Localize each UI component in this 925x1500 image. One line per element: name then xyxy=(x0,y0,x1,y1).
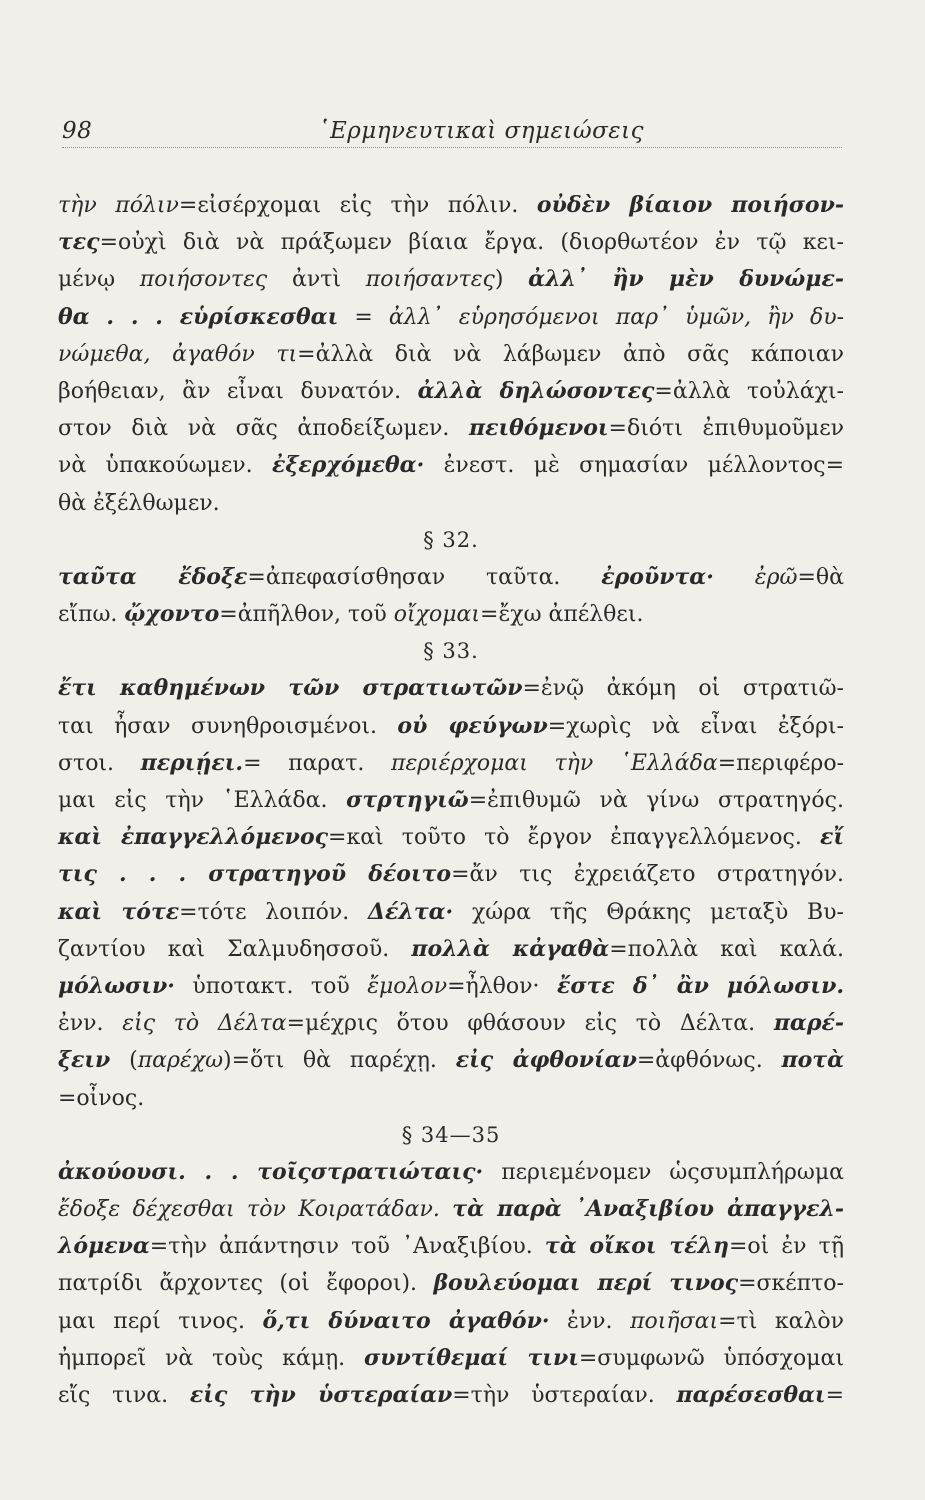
lemma-text: ξειν xyxy=(58,1047,111,1074)
lemma-text: ἀλλ᾽ ἢν μὲν δυνώμε- xyxy=(528,266,844,293)
gloss-text: = xyxy=(338,304,389,330)
gloss-text: στοι. xyxy=(58,750,141,776)
italic-text: ποιήσοντες xyxy=(139,267,268,293)
text-line xyxy=(58,336,844,373)
gloss-text: βοήθειαν, ἂν εἶναι δυνατόν. xyxy=(58,378,418,404)
text-line xyxy=(58,299,844,336)
lemma-text: ἐροῦντα· xyxy=(601,563,714,590)
gloss-text: =ἀπεφασίσθησαν ταῦτα. xyxy=(247,564,602,590)
lemma-text: εἰς ἀφθονίαν xyxy=(455,1047,637,1074)
gloss-text: =θὰ xyxy=(797,564,845,590)
gloss-text: =μέχρις ὅτου φθάσουν εἰς τὸ Δέλτα. xyxy=(286,1011,774,1037)
lemma-text: μόλωσιν· xyxy=(58,972,175,999)
gloss-text: =ἀλλὰ διὰ νὰ λάβωμεν ἀπὸ σᾶς κάποιαν xyxy=(297,341,844,367)
text-line xyxy=(58,968,844,1005)
gloss-text: νὰ ὑπακούωμεν. xyxy=(58,453,272,479)
gloss-text: πατρίδι ἄρχοντες (οἱ ἔφοροι). xyxy=(58,1271,434,1297)
gloss-text: =τότε λοιπόν. xyxy=(179,899,368,925)
gloss-text: θὰ ἐξέλθωμεν. xyxy=(58,490,220,516)
lemma-text: ἔστε δ᾽ ἂν μόλωσιν. xyxy=(557,972,844,999)
text-line xyxy=(58,894,844,931)
lemma-text: ᾤχοντο xyxy=(124,601,220,628)
gloss-text: =πολλὰ καὶ καλά. xyxy=(609,936,844,962)
gloss-text: § 33. xyxy=(423,639,479,664)
gloss-text: =σκέπτο- xyxy=(738,1271,844,1297)
italic-text: οἴχομαι xyxy=(393,602,481,628)
text-line xyxy=(58,1042,844,1079)
gloss-text: περιεμένομεν ὡςσυμπλήρωμα xyxy=(483,1159,844,1185)
text-line xyxy=(58,1303,844,1340)
text-line xyxy=(58,596,844,633)
gloss-text: ( xyxy=(110,1048,138,1074)
lemma-text: καὶ ἐπαγγελλόμενος xyxy=(58,824,329,851)
gloss-text: = παρατ. xyxy=(243,750,391,776)
gloss-text: ἐνν. xyxy=(549,1308,631,1334)
lemma-text: ἀλλὰ δηλώσοντες xyxy=(417,377,655,404)
text-line xyxy=(58,856,844,893)
gloss-text: =ἀφθόνως. xyxy=(636,1048,782,1074)
text-line xyxy=(58,373,844,410)
lemma-text: περιῄει. xyxy=(140,749,244,776)
lemma-text: παρέσεσθαι xyxy=(676,1382,826,1408)
text-line xyxy=(58,819,844,856)
text-line xyxy=(58,1340,844,1377)
lemma-text: εἰς τὴν ὑστεραίαν xyxy=(189,1382,453,1408)
lemma-text: ἔτι καθημένων τῶν στρατιωτῶν xyxy=(58,675,523,702)
gloss-text: ται ἦσαν συνηθροισμένοι. xyxy=(58,713,398,739)
text-line xyxy=(58,1377,844,1414)
text-line xyxy=(58,931,844,968)
lemma-text: εἴ xyxy=(819,824,844,851)
gloss-text: στον διὰ νὰ σᾶς ἀποδείξωμεν. xyxy=(58,416,469,442)
lemma-text: στρτηγιῶ xyxy=(346,787,469,813)
gloss-text: =περιφέρο- xyxy=(717,750,844,776)
text-line xyxy=(58,1154,844,1191)
lemma-text: οὐ φεύγων xyxy=(397,712,548,739)
gloss-text: = xyxy=(825,1383,845,1408)
running-title: ῾Ερμηνευτικαὶ σημειώσεις xyxy=(318,118,645,144)
gloss-text: εἴπω. xyxy=(58,602,125,628)
italic-text: ἔμολον xyxy=(367,973,448,999)
italic-text: ἐρῶ xyxy=(754,564,798,590)
gloss-text: ἐνν. xyxy=(58,1011,123,1037)
gloss-text: χώρα τῆς Θράκης μεταξὺ Βυ- xyxy=(453,899,844,925)
text-line xyxy=(58,1005,844,1042)
text-line xyxy=(58,1265,844,1302)
lemma-text: λόμενα xyxy=(58,1233,150,1260)
italic-text: ποιήσαντες xyxy=(365,267,495,293)
gloss-text: =τὴν ἀπάντησιν τοῦ ᾿Αναξιβίου. xyxy=(149,1234,545,1260)
gloss-text: =εἰσέρχομαι εἰς τὴν πόλιν. xyxy=(178,193,537,218)
text-line xyxy=(58,670,844,707)
lemma-text: τες xyxy=(58,229,100,256)
lemma-text: πολλὰ κἀγαθὰ xyxy=(411,935,610,962)
gloss-text xyxy=(714,565,755,590)
text-line xyxy=(58,261,844,298)
text-line xyxy=(58,224,844,261)
lemma-text: θα . . . εὑρίσκεσθαι xyxy=(58,303,339,330)
gloss-text: ζαντίου καὶ Σαλμυδησσοῦ. xyxy=(58,936,412,962)
text-line xyxy=(58,1228,844,1265)
text-line xyxy=(58,559,844,596)
gloss-text: =συμφωνῶ ὑπόσχομαι xyxy=(578,1345,844,1371)
text-line xyxy=(58,1080,844,1117)
lemma-text: τὰ παρὰ ᾿Αναξιβίου ἀπαγγελ- xyxy=(452,1196,845,1223)
lemma-text: συντίθεμαί τινι xyxy=(364,1344,579,1371)
italic-text: ἔδοξε δέχεσθαι τὸν Κοιρατάδαν. xyxy=(58,1197,440,1223)
lemma-text: τὰ οἴκοι τέλη xyxy=(544,1233,729,1260)
gloss-text: =καὶ τοῦτο τὸ ἔργον ἐπαγγελλόμενος. xyxy=(328,825,820,851)
section-heading xyxy=(58,1117,844,1154)
gloss-text: =ἔχω ἀπέλθει. xyxy=(480,602,644,628)
lemma-text: ὅ,τι δύναιτο ἀγαθόν· xyxy=(262,1307,550,1334)
gloss-text: =τὴν ὑστεραίαν. xyxy=(452,1383,677,1408)
gloss-text: μαι εἰς τὴν ῾Ελλάδα. xyxy=(58,788,347,813)
italic-text: παρέχω xyxy=(137,1048,224,1074)
text-line xyxy=(58,410,844,447)
gloss-text: =ἀπῆλθον, τοῦ xyxy=(219,602,394,628)
text-line xyxy=(58,1191,844,1228)
page-number: 98 xyxy=(62,118,93,144)
lemma-text: ἀκούουσι. . . τοῖςστρατιώταις· xyxy=(58,1158,484,1185)
text-line xyxy=(58,708,844,745)
lemma-text: παρέ- xyxy=(773,1010,844,1037)
gloss-text: =ἐνῷ ἀκόμη οἱ στρατιῶ- xyxy=(522,676,844,702)
gloss-text: ) xyxy=(494,267,529,293)
gloss-text xyxy=(440,1197,452,1222)
gloss-text: )=ὅτι θὰ παρέχῃ. xyxy=(223,1048,456,1074)
section-heading xyxy=(58,522,844,559)
gloss-text: =ἐπιθυμῶ νὰ γίνω στρατηγός. xyxy=(468,788,844,813)
commentary-text xyxy=(58,187,844,1414)
gloss-text: =ἄν τις ἐχρειάζετο στρατηγόν. xyxy=(451,862,844,888)
page-header xyxy=(62,118,842,148)
gloss-text: =ἀλλὰ τοὐλάχι- xyxy=(654,378,844,404)
lemma-text: ἐξερχόμεθα· xyxy=(271,452,425,479)
header-divider xyxy=(62,147,842,148)
lemma-text: ποτὰ xyxy=(781,1047,844,1074)
lemma-text: οὐδὲν βίαιον ποιήσον- xyxy=(536,192,844,218)
text-line xyxy=(58,187,844,224)
gloss-text: =χωρὶς νὰ εἶναι ἐξόρι- xyxy=(547,713,844,739)
lemma-text: Δέλτα· xyxy=(367,898,454,925)
italic-text: ποιῆσαι xyxy=(630,1308,719,1334)
gloss-text: =οὐχὶ διὰ νὰ πράξωμεν βίαια ἔργα. (διορθωτέον ἐν τῷ κει- xyxy=(99,230,844,256)
text-line xyxy=(58,447,844,484)
italic-text: νώμεθα, ἀγαθόν τι xyxy=(58,341,298,367)
italic-text: περιέρχομαι τὴν ῾Ελλάδα xyxy=(390,750,718,776)
lemma-text: τις . . . στρατηγοῦ δέοιτο xyxy=(58,861,452,888)
gloss-text: ἠμπορεῖ νὰ τοὺς κάμῃ. xyxy=(58,1345,365,1371)
italic-text: τὴν πόλιν xyxy=(58,193,179,218)
gloss-text: § 32. xyxy=(423,527,479,552)
gloss-text: εἴς τινα. xyxy=(58,1383,190,1408)
gloss-text: ὑποτακτ. τοῦ xyxy=(174,973,368,999)
section-heading xyxy=(58,633,844,670)
gloss-text: =διότι ἐπιθυμοῦμεν xyxy=(608,416,844,442)
italic-text: ἀλλ᾽ εὑρησόμενοι παρ᾽ ὑμῶν, ἢν δυ- xyxy=(388,304,845,330)
lemma-text: πειθόμενοι xyxy=(469,415,609,442)
gloss-text: μαι περί τινος. xyxy=(58,1308,263,1334)
gloss-text: § 34—35 xyxy=(401,1122,501,1147)
gloss-text: =ἦλθον· xyxy=(447,973,557,999)
text-line xyxy=(58,485,844,522)
gloss-text: =οἶνος. xyxy=(58,1085,145,1111)
text-line xyxy=(58,745,844,782)
italic-text: εἰς τὸ Δέλτα xyxy=(122,1011,287,1037)
gloss-text: =τὶ καλὸν xyxy=(718,1308,844,1334)
lemma-text: ταῦτα ἔδοξε xyxy=(58,563,248,590)
gloss-text: =οἱ ἐν τῇ xyxy=(728,1234,844,1260)
gloss-text: ἐνεστ. μὲ σημασίαν μέλλοντος= xyxy=(424,453,845,479)
gloss-text: μένῳ xyxy=(58,267,140,293)
text-line xyxy=(58,782,844,819)
lemma-text: βουλεύομαι περί τινος xyxy=(433,1270,739,1297)
gloss-text: ἀντὶ xyxy=(267,267,366,293)
lemma-text: καὶ τότε xyxy=(58,898,180,925)
